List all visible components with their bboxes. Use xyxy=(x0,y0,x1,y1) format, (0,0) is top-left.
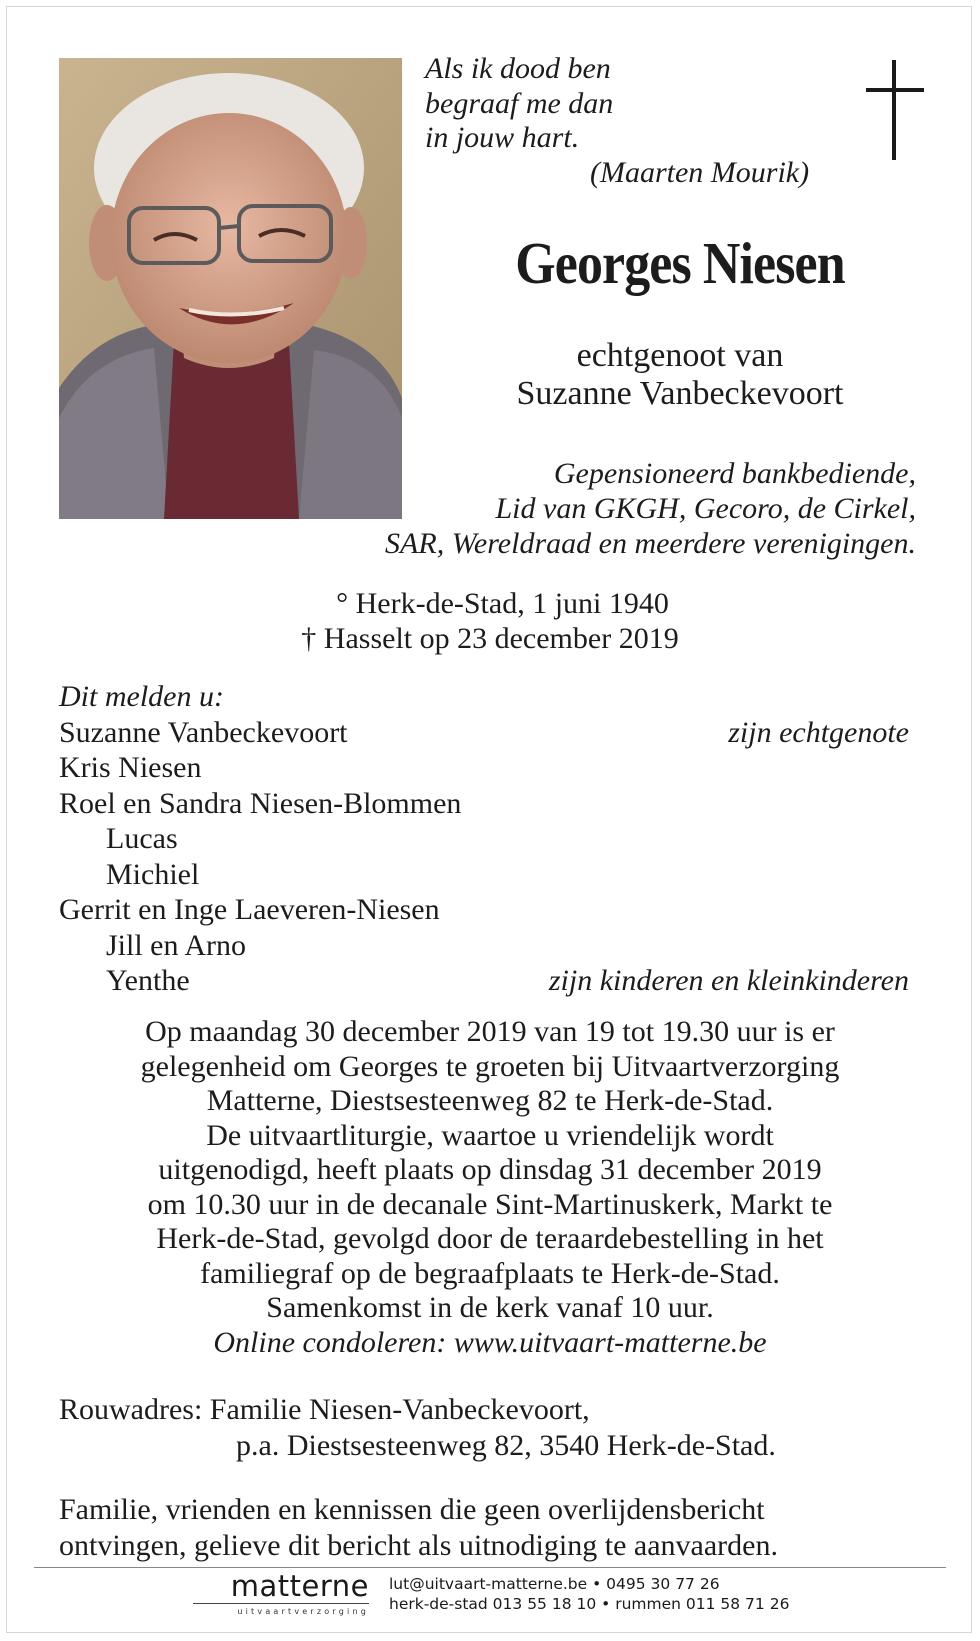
poem-line: Als ik dood ben xyxy=(425,52,611,85)
ceremony-line: familiegraf op de begraafplaats te Herk-de-Stad. xyxy=(200,1256,780,1290)
family-member-name: Roel en Sandra Niesen-Blommen xyxy=(59,786,462,820)
footer-contact xyxy=(389,1574,789,1614)
closing-note-line: Familie, vrienden en kennissen die geen overlijdensbericht xyxy=(59,1493,765,1526)
list-item xyxy=(59,928,909,964)
family-relation: zijn kinderen en kleinkinderen xyxy=(548,964,909,997)
spouse-block xyxy=(440,337,920,413)
footer-divider xyxy=(34,1567,946,1568)
contact-line: lut@uitvaart-matterne.be • 0495 30 77 26 xyxy=(389,1575,720,1593)
family-member-name: Kris Niesen xyxy=(59,751,202,784)
role-line: SAR, Wereldraad en meerdere verenigingen. xyxy=(385,527,916,560)
family-member-name: Jill en Arno xyxy=(106,928,246,962)
list-item xyxy=(59,750,909,786)
portrait-illustration xyxy=(59,58,402,519)
relation-label: echtgenoot van xyxy=(576,337,784,374)
list-item xyxy=(59,857,909,893)
roles-block xyxy=(385,456,916,561)
ceremony-line: gelegenheid om Georges te groeten bij Uitvaartverzorging xyxy=(140,1049,840,1083)
list-item xyxy=(59,892,909,928)
birth-date: ° Herk-de-Stad, 1 juni 1940 xyxy=(336,587,669,620)
ceremony-line: Samenkomst in de kerk vanaf 10 uur. xyxy=(266,1291,714,1324)
role-line: Lid van GKGH, Gecoro, de Cirkel, xyxy=(495,492,916,525)
list-item xyxy=(59,786,909,822)
poem-author: (Maarten Mourik) xyxy=(590,155,810,189)
ceremony-block xyxy=(0,1015,980,1360)
poem-line: in jouw hart. xyxy=(425,121,580,154)
cross-icon xyxy=(866,60,924,160)
family-member-name: Yenthe xyxy=(106,964,190,997)
ceremony-line: Op maandag 30 december 2019 van 19 tot 19.30 uur is er xyxy=(145,1015,835,1048)
role-line: Gepensioneerd bankbediende, xyxy=(553,457,916,490)
mourning-address xyxy=(59,1392,776,1463)
online-condolence-link[interactable]: Online condoleren: www.uitvaart-matterne.be xyxy=(213,1325,767,1359)
mourning-address-line: Rouwadres: Familie Niesen-Vanbeckevoort, xyxy=(59,1393,590,1426)
funeral-home-logo xyxy=(193,1571,369,1616)
ceremony-line: De uitvaartliturgie, waartoe u vriendelijk wordt xyxy=(206,1118,774,1152)
family-member-name: Suzanne Vanbeckevoort xyxy=(59,715,348,749)
portrait-photo xyxy=(59,58,402,519)
mourning-address-line: p.a. Diestsesteenweg 82, 3540 Herk-de-Stad. xyxy=(236,1428,776,1462)
family-member-name: Lucas xyxy=(106,822,178,855)
ceremony-line: Herk-de-Stad, gevolgd door de teraardebestelling in het xyxy=(156,1222,824,1255)
death-date: † Hasselt op 23 december 2019 xyxy=(301,622,679,655)
family-member-name: Michiel xyxy=(106,857,200,891)
list-item xyxy=(59,963,909,999)
poem-line: begraaf me dan xyxy=(425,86,614,120)
deceased-name: Georges Niesen xyxy=(515,230,845,296)
family-member-name: Gerrit en Inge Laeveren-Niesen xyxy=(59,893,440,926)
list-item xyxy=(59,821,909,857)
announcement-intro: Dit melden u: xyxy=(59,680,224,713)
ceremony-line: Matterne, Diestsesteenweg 82 te Herk-de-Stad. xyxy=(206,1084,774,1117)
logo-tagline: uitvaartverzorging xyxy=(237,1607,369,1616)
logo-brand: matterne xyxy=(230,1569,369,1603)
contact-line: herk-de-stad 013 55 18 10 • rummen 011 58 71 26 xyxy=(389,1595,790,1613)
list-item xyxy=(59,715,909,751)
announcement-list xyxy=(59,679,909,999)
ceremony-line: uitgenodigd, heeft plaats op dinsdag 31 december 2019 xyxy=(158,1153,822,1186)
dates-block xyxy=(0,586,980,656)
closing-note-line: ontvingen, gelieve dit bericht als uitnodiging te aanvaarden. xyxy=(59,1528,778,1562)
ceremony-line: om 10.30 uur in de decanale Sint-Martinuskerk, Markt te xyxy=(147,1187,833,1221)
poem xyxy=(425,52,809,190)
family-relation: zijn echtgenote xyxy=(728,715,909,749)
closing-note xyxy=(59,1492,909,1563)
spouse-name: Suzanne Vanbeckevoort xyxy=(516,375,844,412)
